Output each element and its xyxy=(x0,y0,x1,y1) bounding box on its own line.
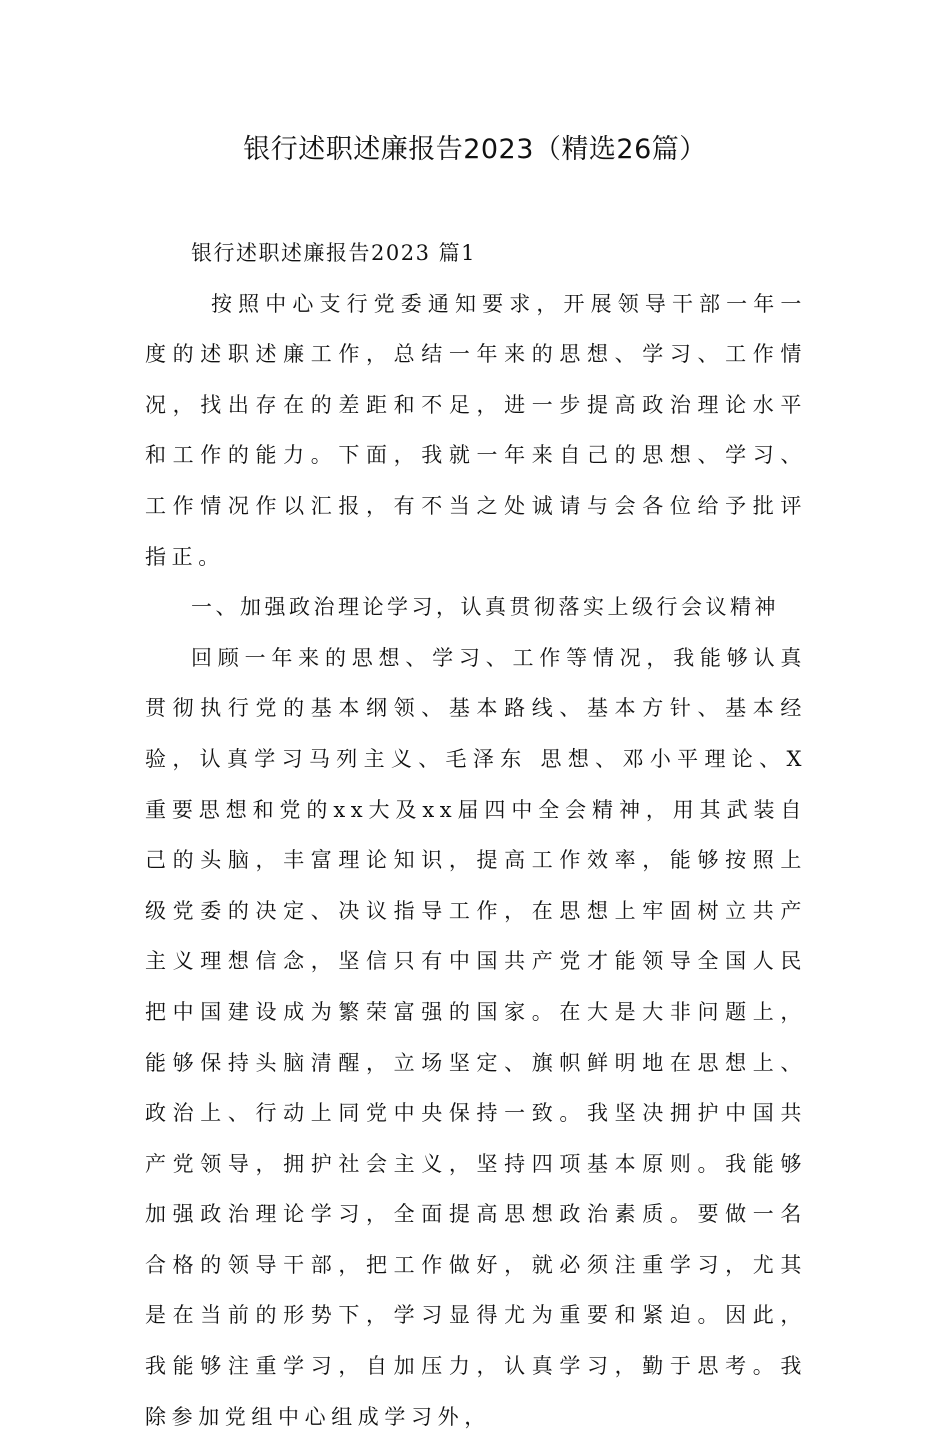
document-title: 银行述职述廉报告2023（精选26篇） xyxy=(243,134,707,165)
paragraph-intro: 按照中心支行党委通知要求，开展领导干部一年一度的述职述廉工作，总结一年来的思想、学习、工作情况，找出存在的差距和不足，进一步提高政治理论水平和工作的能力。下面，我就一年来自己的思想、学习、工作情况作以汇报，有不当之处诚请与会各位给予批评指正。 xyxy=(145,291,807,569)
section-heading: 一、加强政治理论学习，认真贯彻落实上级行会议精神 xyxy=(191,595,779,620)
section-title: 银行述职述廉报告2023 篇1 xyxy=(191,241,476,265)
document-body xyxy=(145,228,807,1442)
paragraph-body: 回顾一年来的思想、学习、工作等情况，我能够认真贯彻执行党的基本纲领、基本路线、基本方针、基本经验，认真学习马列主义、毛泽东 思想、邓小平理论、X重要思想和党的xx大及xx届四中全会精神，用其武装自己的头脑，丰富理论知识，提高工作效率，能够按照上级党委的决定、决议指导工作，在思想上牢固树立共产主义理想信念，坚信只有中国共产党才能领导全国人民把中国建设成为繁荣富强的国家。在大是大非问题上，能够保持头脑清醒，立场坚定、旗帜鲜明地在思想上、政治上、行动上同党中央保持一致。我坚决拥护中国共产党领导，拥护社会主义，坚持四项基本原则。我能够加强政治理论学习，全面提高思想政治素质。要做一名合格的领导干部，把工作做好，就必须注重学习，尤其是在当前的形势下，学习显得尤为重要和紧迫。因此，我能够注重学习，自加压力，认真学习，勤于思考。我除参加党组中心组成学习外， xyxy=(145,645,807,1429)
